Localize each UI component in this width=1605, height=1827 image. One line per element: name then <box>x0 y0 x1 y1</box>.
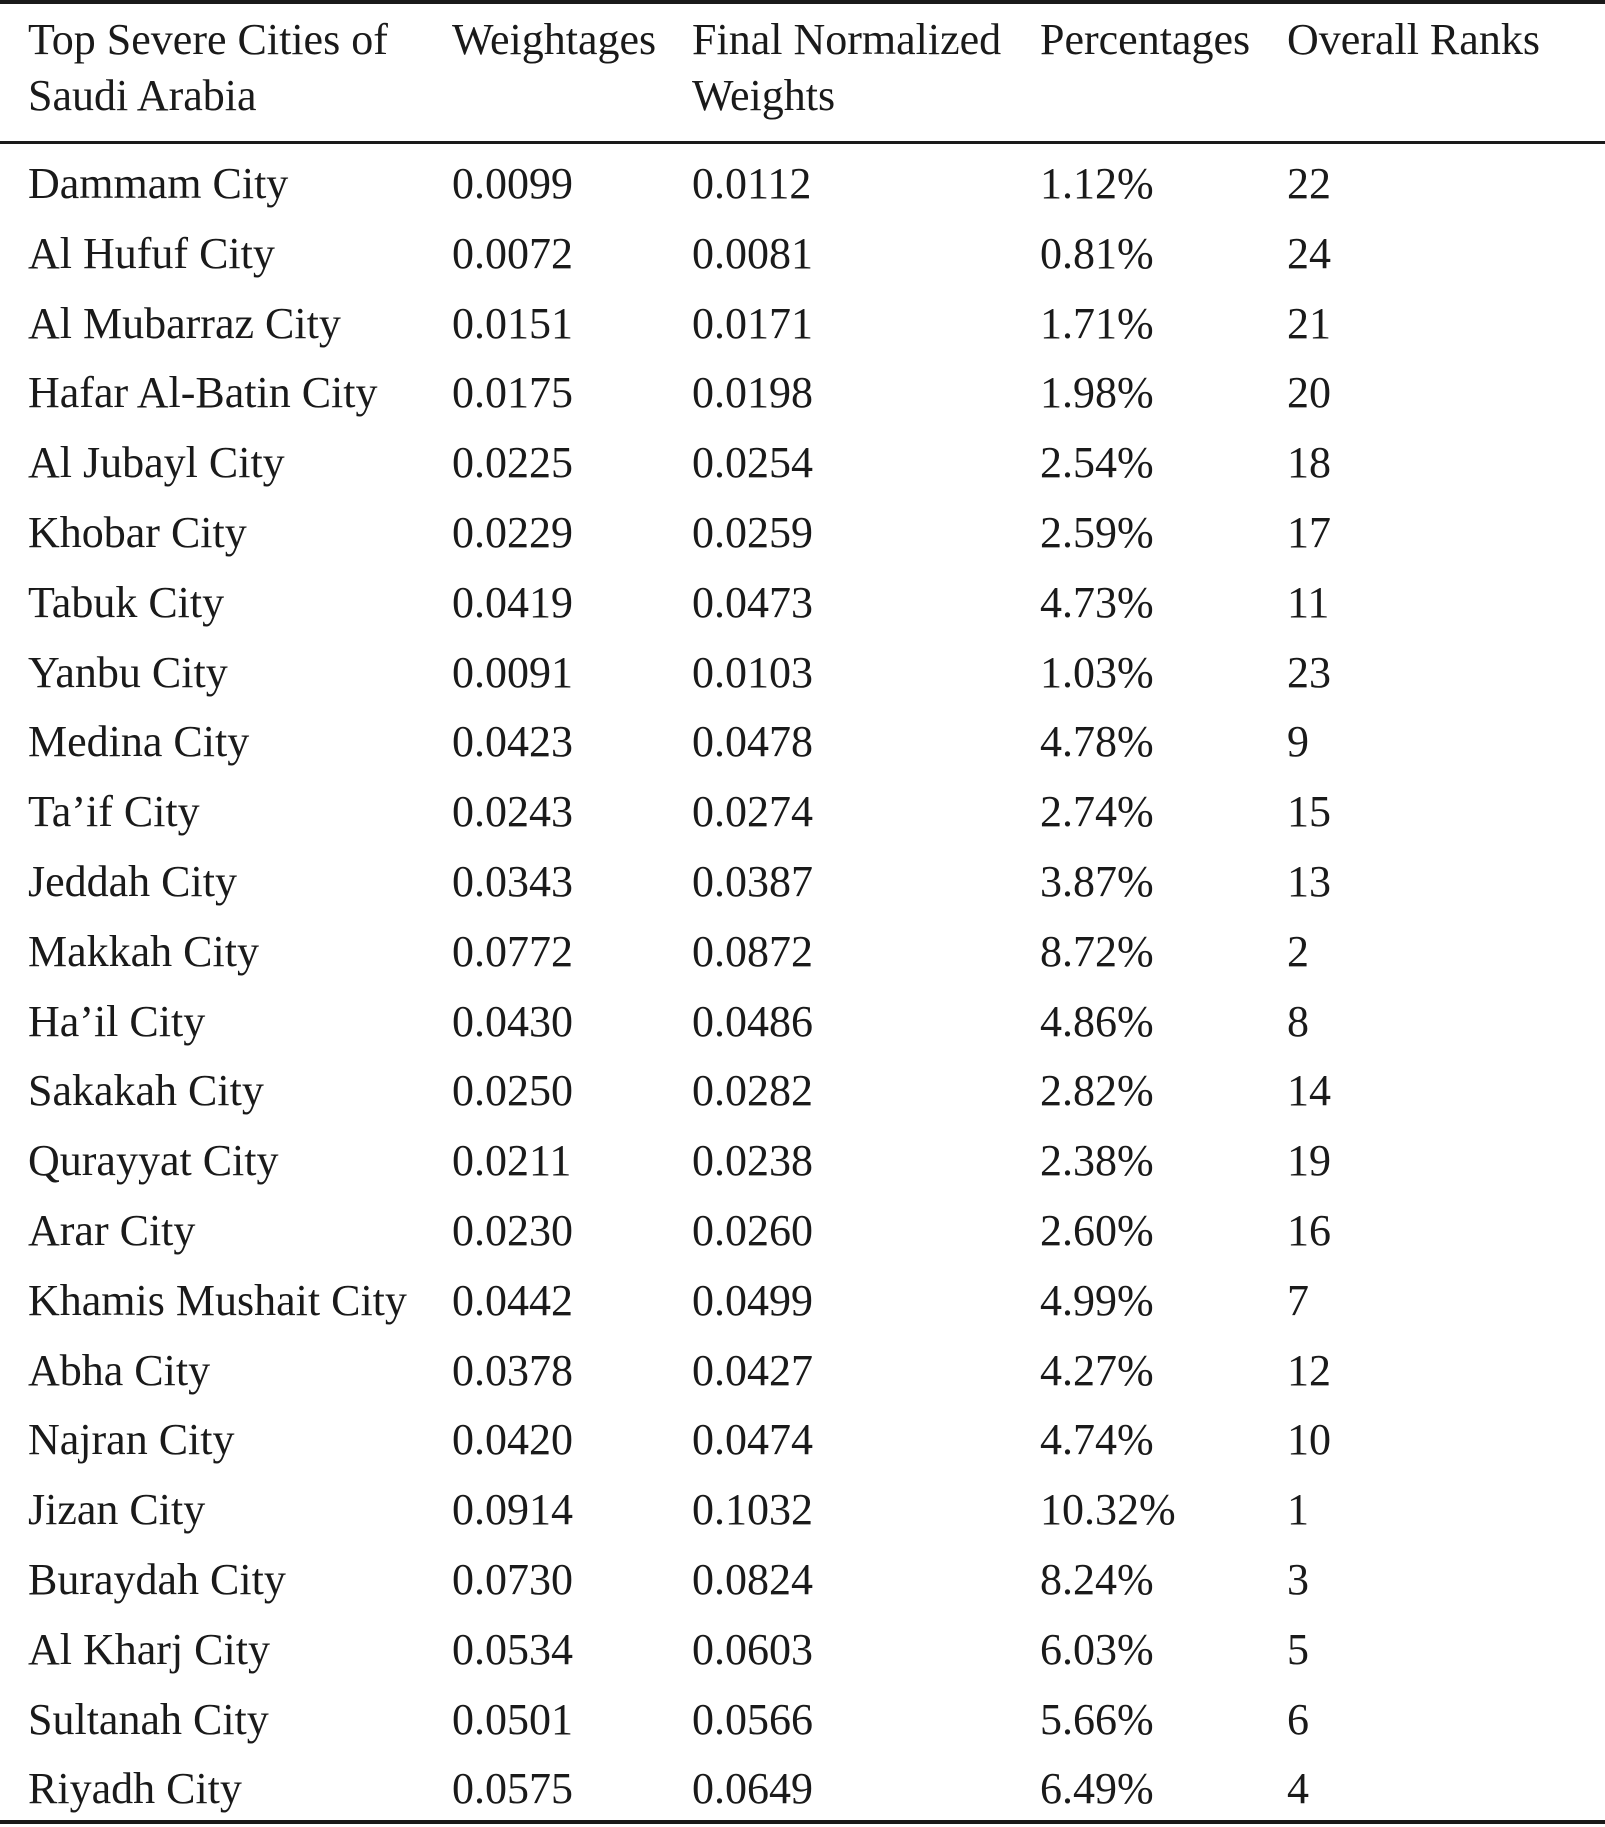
cell-rank: 20 <box>1287 368 1331 418</box>
table-row <box>0 920 1605 990</box>
cell-rank: 5 <box>1287 1624 1309 1674</box>
table-row <box>0 1478 1605 1548</box>
cell-city: Hafar Al-Batin City <box>28 368 378 418</box>
table-row <box>0 1339 1605 1409</box>
table-row <box>0 1548 1605 1618</box>
cell-percentage: 4.86% <box>1040 996 1154 1046</box>
cell-rank: 21 <box>1287 298 1331 348</box>
cell-weightage: 0.0730 <box>452 1554 573 1604</box>
cell-normalized-weight: 0.0112 <box>692 159 812 208</box>
cell-percentage: 4.78% <box>1040 717 1154 767</box>
cell-weightage: 0.0225 <box>452 438 573 488</box>
cell-weightage: 0.0099 <box>452 159 573 208</box>
header-final-normalized-weights: Final Normalized Weights <box>692 15 1002 120</box>
cell-weightage: 0.0229 <box>452 507 573 557</box>
cell-rank: 1 <box>1287 1485 1309 1535</box>
cell-normalized-weight: 0.0260 <box>692 1205 813 1255</box>
cell-weightage: 0.0378 <box>452 1345 573 1395</box>
table-row <box>0 431 1605 501</box>
cell-weightage: 0.0175 <box>452 368 573 418</box>
cell-rank: 3 <box>1287 1554 1309 1604</box>
cell-city: Abha City <box>28 1345 211 1395</box>
table-row <box>0 710 1605 780</box>
cell-city: Khobar City <box>28 507 247 557</box>
table-row <box>0 292 1605 362</box>
cell-rank: 22 <box>1287 159 1331 208</box>
cell-normalized-weight: 0.0486 <box>692 996 813 1046</box>
cell-weightage: 0.0072 <box>452 228 573 278</box>
cell-normalized-weight: 0.0387 <box>692 856 813 906</box>
cell-normalized-weight: 0.1032 <box>692 1485 813 1535</box>
table-bottom-rule <box>0 1820 1605 1824</box>
cell-percentage: 2.60% <box>1040 1205 1154 1255</box>
cell-percentage: 2.82% <box>1040 1066 1154 1116</box>
cell-city: Buraydah City <box>28 1554 286 1604</box>
table-row <box>0 1199 1605 1269</box>
table-row <box>0 1408 1605 1478</box>
cell-city: Tabuk City <box>28 577 225 627</box>
table-row <box>0 501 1605 571</box>
cell-city: Medina City <box>28 717 250 767</box>
cell-weightage: 0.0420 <box>452 1415 573 1465</box>
cell-city: Al Jubayl City <box>28 438 285 488</box>
table-top-rule <box>0 0 1605 4</box>
cell-weightage: 0.0091 <box>452 647 573 697</box>
cell-normalized-weight: 0.0103 <box>692 647 813 697</box>
cell-normalized-weight: 0.0473 <box>692 577 813 627</box>
cell-percentage: 4.73% <box>1040 577 1154 627</box>
cell-city: Najran City <box>28 1415 235 1465</box>
cell-weightage: 0.0419 <box>452 577 573 627</box>
cell-percentage: 10.32% <box>1040 1485 1176 1535</box>
cell-normalized-weight: 0.0238 <box>692 1136 813 1186</box>
cell-rank: 11 <box>1287 577 1330 627</box>
cell-rank: 19 <box>1287 1136 1331 1186</box>
cell-normalized-weight: 0.0171 <box>692 298 813 348</box>
cell-rank: 12 <box>1287 1345 1331 1395</box>
cell-normalized-weight: 0.0282 <box>692 1066 813 1116</box>
cell-city: Ha’il City <box>28 996 206 1046</box>
table-row <box>0 850 1605 920</box>
cell-city: Qurayyat City <box>28 1136 279 1186</box>
cell-rank: 13 <box>1287 856 1331 906</box>
cell-city: Al Kharj City <box>28 1624 270 1674</box>
cell-percentage: 1.71% <box>1040 298 1154 348</box>
table-row <box>0 780 1605 850</box>
cell-normalized-weight: 0.0474 <box>692 1415 813 1465</box>
cell-weightage: 0.0430 <box>452 996 573 1046</box>
cell-weightage: 0.0250 <box>452 1066 573 1116</box>
cell-percentage: 3.87% <box>1040 856 1154 906</box>
cell-rank: 23 <box>1287 647 1331 697</box>
table-row <box>0 1688 1605 1758</box>
cell-city: Makkah City <box>28 926 259 976</box>
cell-rank: 24 <box>1287 228 1331 278</box>
cell-percentage: 1.98% <box>1040 368 1154 418</box>
cell-normalized-weight: 0.0274 <box>692 787 813 837</box>
cell-city: Al Mubarraz City <box>28 298 341 348</box>
table-row <box>0 1618 1605 1688</box>
cell-city: Khamis Mushait City <box>28 1275 407 1325</box>
cell-percentage: 5.66% <box>1040 1694 1154 1744</box>
table-row <box>0 222 1605 292</box>
table-row <box>0 1059 1605 1129</box>
cell-percentage: 0.81% <box>1040 228 1154 278</box>
cell-normalized-weight: 0.0198 <box>692 368 813 418</box>
cell-rank: 15 <box>1287 787 1331 837</box>
cell-weightage: 0.0534 <box>452 1624 573 1674</box>
cell-percentage: 2.38% <box>1040 1136 1154 1186</box>
header-city: Top Severe Cities of Saudi Arabia <box>28 15 388 120</box>
table-row <box>0 1129 1605 1199</box>
table-header-rule <box>0 141 1605 144</box>
cell-city: Jeddah City <box>28 856 237 906</box>
cell-rank: 10 <box>1287 1415 1331 1465</box>
cell-normalized-weight: 0.0427 <box>692 1345 813 1395</box>
table-row <box>0 1269 1605 1339</box>
cell-percentage: 8.24% <box>1040 1554 1154 1604</box>
cell-percentage: 8.72% <box>1040 926 1154 976</box>
cell-city: Riyadh City <box>28 1764 242 1814</box>
cell-weightage: 0.0343 <box>452 856 573 906</box>
table-row <box>0 1757 1605 1827</box>
cell-city: Al Hufuf City <box>28 228 275 278</box>
cell-percentage: 4.27% <box>1040 1345 1154 1395</box>
cell-normalized-weight: 0.0603 <box>692 1624 813 1674</box>
cell-rank: 14 <box>1287 1066 1331 1116</box>
cell-normalized-weight: 0.0254 <box>692 438 813 488</box>
cell-normalized-weight: 0.0081 <box>692 228 813 278</box>
cell-rank: 8 <box>1287 996 1309 1046</box>
table-row <box>0 571 1605 641</box>
cell-rank: 4 <box>1287 1764 1309 1814</box>
cell-rank: 17 <box>1287 507 1331 557</box>
cell-percentage: 6.49% <box>1040 1764 1154 1814</box>
cell-rank: 7 <box>1287 1275 1309 1325</box>
cell-percentage: 1.03% <box>1040 647 1154 697</box>
cell-normalized-weight: 0.0824 <box>692 1554 813 1604</box>
cell-rank: 18 <box>1287 438 1331 488</box>
cell-city: Sultanah City <box>28 1694 269 1744</box>
cell-normalized-weight: 0.0872 <box>692 926 813 976</box>
cell-city: Arar City <box>28 1205 196 1255</box>
cell-rank: 9 <box>1287 717 1309 767</box>
cell-rank: 6 <box>1287 1694 1309 1744</box>
cell-normalized-weight: 0.0499 <box>692 1275 813 1325</box>
cell-weightage: 0.0575 <box>452 1764 573 1814</box>
cell-normalized-weight: 0.0566 <box>692 1694 813 1744</box>
cell-percentage: 2.54% <box>1040 438 1154 488</box>
cell-weightage: 0.0501 <box>452 1694 573 1744</box>
cell-weightage: 0.0230 <box>452 1205 573 1255</box>
cell-weightage: 0.0442 <box>452 1275 573 1325</box>
header-percentages: Percentages <box>1040 15 1251 64</box>
cell-city: Sakakah City <box>28 1066 264 1116</box>
cell-weightage: 0.0914 <box>452 1485 573 1535</box>
header-overall-ranks: Overall Ranks <box>1287 15 1540 64</box>
cell-normalized-weight: 0.0478 <box>692 717 813 767</box>
table-row <box>0 641 1605 711</box>
cell-weightage: 0.0151 <box>452 298 573 348</box>
table-body <box>0 152 1605 1827</box>
header-weightages: Weightages <box>452 15 657 64</box>
cell-city: Dammam City <box>28 159 289 208</box>
cell-rank: 2 <box>1287 926 1309 976</box>
cell-weightage: 0.0211 <box>452 1136 572 1186</box>
cell-percentage: 6.03% <box>1040 1624 1154 1674</box>
cell-normalized-weight: 0.0649 <box>692 1764 813 1814</box>
table-row <box>0 361 1605 431</box>
table-header <box>0 12 1605 132</box>
cell-city: Yanbu City <box>28 647 228 697</box>
cell-weightage: 0.0772 <box>452 926 573 976</box>
table-row <box>0 990 1605 1060</box>
cell-rank: 16 <box>1287 1205 1331 1255</box>
cell-city: Ta’if City <box>28 787 200 837</box>
table-row <box>0 152 1605 222</box>
cell-normalized-weight: 0.0259 <box>692 507 813 557</box>
cell-percentage: 2.74% <box>1040 787 1154 837</box>
cell-percentage: 2.59% <box>1040 507 1154 557</box>
cell-percentage: 4.74% <box>1040 1415 1154 1465</box>
cell-percentage: 1.12% <box>1040 159 1154 208</box>
cell-percentage: 4.99% <box>1040 1275 1154 1325</box>
cell-city: Jizan City <box>28 1485 206 1535</box>
cell-weightage: 0.0423 <box>452 717 573 767</box>
cell-weightage: 0.0243 <box>452 787 573 837</box>
